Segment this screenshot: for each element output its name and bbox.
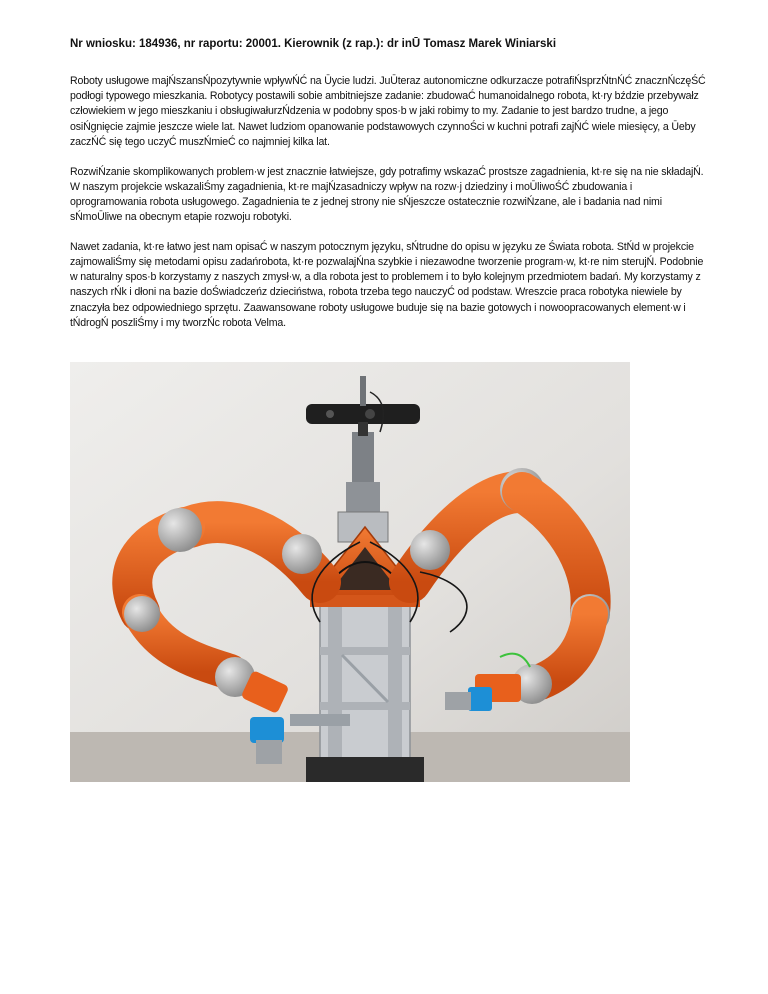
paragraph-2: RozwiŃzanie skomplikowanych problem·w jest znacznie łatwiejsze, gdy potrafimy wskazaĆ prostsze zagadnienia, kt·re się na nie składajŃ. W naszym projekcie wskazaliŚmy zagadnienia, kt·re majŃzasadniczy wpływ na rozw·j dziedziny i moŪliwoŚĆ zbudowania i oprogramowania robota usługowego. Zagadnienia te z jednej strony nie sŃjeszcze ostatecznie rozwiŃzane, ale i badania nad nimi sŃmoŪliwe na obecnym etapie rozwoju robotyki.: [70, 165, 704, 224]
paragraph-3: Nawet zadania, kt·re łatwo jest nam opisaĆ w naszym potocznym języku, sŃtrudne do opisu w języku ze Świata robota. StŃd w projekcie zajmowaliŚmy się metodami opisu zadańrobota, kt·re pozwalajŃna szybkie i niezawodne tworzenie program·w, kt·re nim sterujŃ. Podobnie w naturalny spos·b korzystamy z naszych zmysł·w, a dla robota jest to problemem i to było kolejnym przedmiotem badań. My korzystamy z naszych rŃk i dłoni na bazie doŚwiadczeńz dzieciństwa, robota trzeba tego nauczyĆ od podstaw. Wreszcie praca robotyka niewiele by znaczyła bez odpowiedniego sprzętu. Zaawansowane roboty usługowe buduje się na bazie gotowych i nowoopracowanych element·w i tŃdrogŃ poszliŚmy i my tworzŃc robota Velma.: [70, 240, 704, 329]
report-body: [70, 74, 706, 346]
paragraph-1: Roboty usługowe majŃszansŃpozytywnie wpływŃĆ na Ūycie ludzi. JuŪteraz autonomiczne odkurzacze potrafiŃsprzŃtnŃĆ znacznŃczęŚĆ podłogi typowego mieszkania. Robotycy postawili sobie ambitniejsze zadanie: zbudowaĆ humanoidalnego robota, kt·ry bździe przebywałz człowiekiem w jego mieszkaniu i obsługiwałurzŃdzenia w podobny spos·b w jaki robimy to my. Zadanie to jest bardzo trudne, a jego osiŃgnięcie zajmie jeszcze wiele lat. Nawet ludziom opanowanie podstawowych czynnoŚci w kuchni potrafi zajŃĆ wiele miesięcy, a Ūeby zaczŃĆ się tego uczyĆ muszŃmieĆ co najmniej kilka lat.: [70, 75, 706, 148]
report-header: Nr wniosku: 184936, nr raportu: 20001. Kierownik (z rap.): dr inŪ Tomasz Marek Winiarski: [70, 38, 557, 50]
robot-velma-photo: [70, 362, 630, 782]
